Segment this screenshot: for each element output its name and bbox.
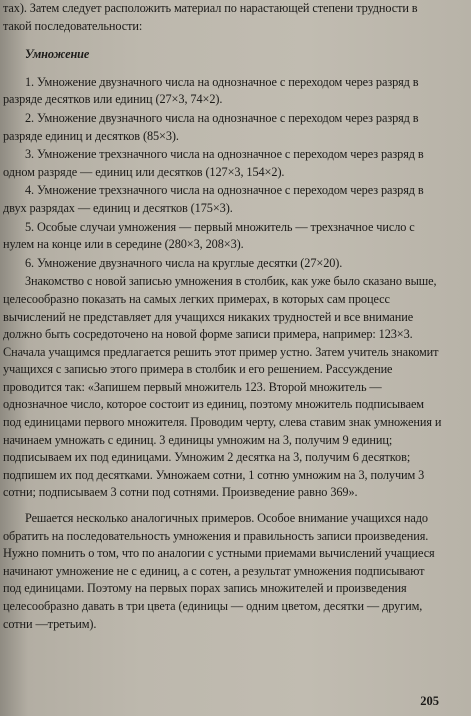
list-item: 3. Умножение трехзначного числа на однозначное с переходом через разряд в одном разряде — единиц или десятков (127×3, 154×2). [3, 147, 424, 179]
list-item: 5. Особые случаи умножения — первый множитель — трехзначное число с нулем на конце или в середине (280×3, 208×3). [3, 219, 415, 252]
list-item: 1. Умножение двузначного числа на однозначное с переходом через разряд в разряде десятков или единиц (27×3, 74×2). [3, 74, 419, 107]
section-heading: Умножение [25, 47, 90, 62]
list-item: 4. Умножение трехзначного числа на однозначное с переходом через разряд в двух разрядах — единиц и десятков (175×3). [3, 183, 424, 215]
body-paragraph-1: Знакомство с новой записью умножения в столбик, как уже было сказано выше, целесообразно показать на самых легких примерах, в которых сам процесс вычислений не представляет для учащихся никаких трудностей и все внимание должно быть сосредоточено на новой форме записи примера, например: 123×3. Сначала учащимся предлагается решить этот пример устно. Затем учитель знакомит учащихся с записью этого примера в столбик и его решением. Рассуждение проводится так: «Запишем первый множитель 123. Второй множитель — однозначное число, которое состоит из единиц, поэтому множитель подписываем под единицами первого множителя. Проводим черту, слева ставим знак умножения и начинаем умножать с единиц. 3 единицы умножим на 3, получим 9 единиц; подписываем их под единицами. Умножим 2 десятка на 3, получим 6 десятков; подпишем их под десятками. Умножаем сотни, 1 сотню умножим на 3, получим 3 сотни; подписываем 3 сотни под сотнями. Произведение равно 369». [3, 274, 442, 500]
intro-paragraph: тах). Затем следует расположить материал по нарастающей степени трудности в такой последовательности: [3, 1, 418, 33]
multiplication-list [3, 74, 443, 273]
list-item: 6. Умножение двузначного числа на круглые десятки (27×20). [25, 255, 343, 270]
body-paragraph-2: Решается несколько аналогичных примеров. Особое внимание учащихся надо обратить на последовательность умножения и правильность записи произведения. Нужно помнить о том, что по аналогии с устными приемами вычислений учащиеся начинают умножение не с единиц, а с сотен, а результат умножения подписывают под единицами. Поэтому на первых порах запись множителей и произведения целесообразно давать в три цвета (единицы — одним цветом, десятки — другим, сотни —третьим). [3, 511, 435, 631]
page-number: 205 [420, 694, 439, 708]
list-item: 2. Умножение двузначного числа на однозначное с переходом через разряд в разряде единиц и десятков (85×3). [3, 110, 419, 143]
page-text [3, 0, 443, 633]
